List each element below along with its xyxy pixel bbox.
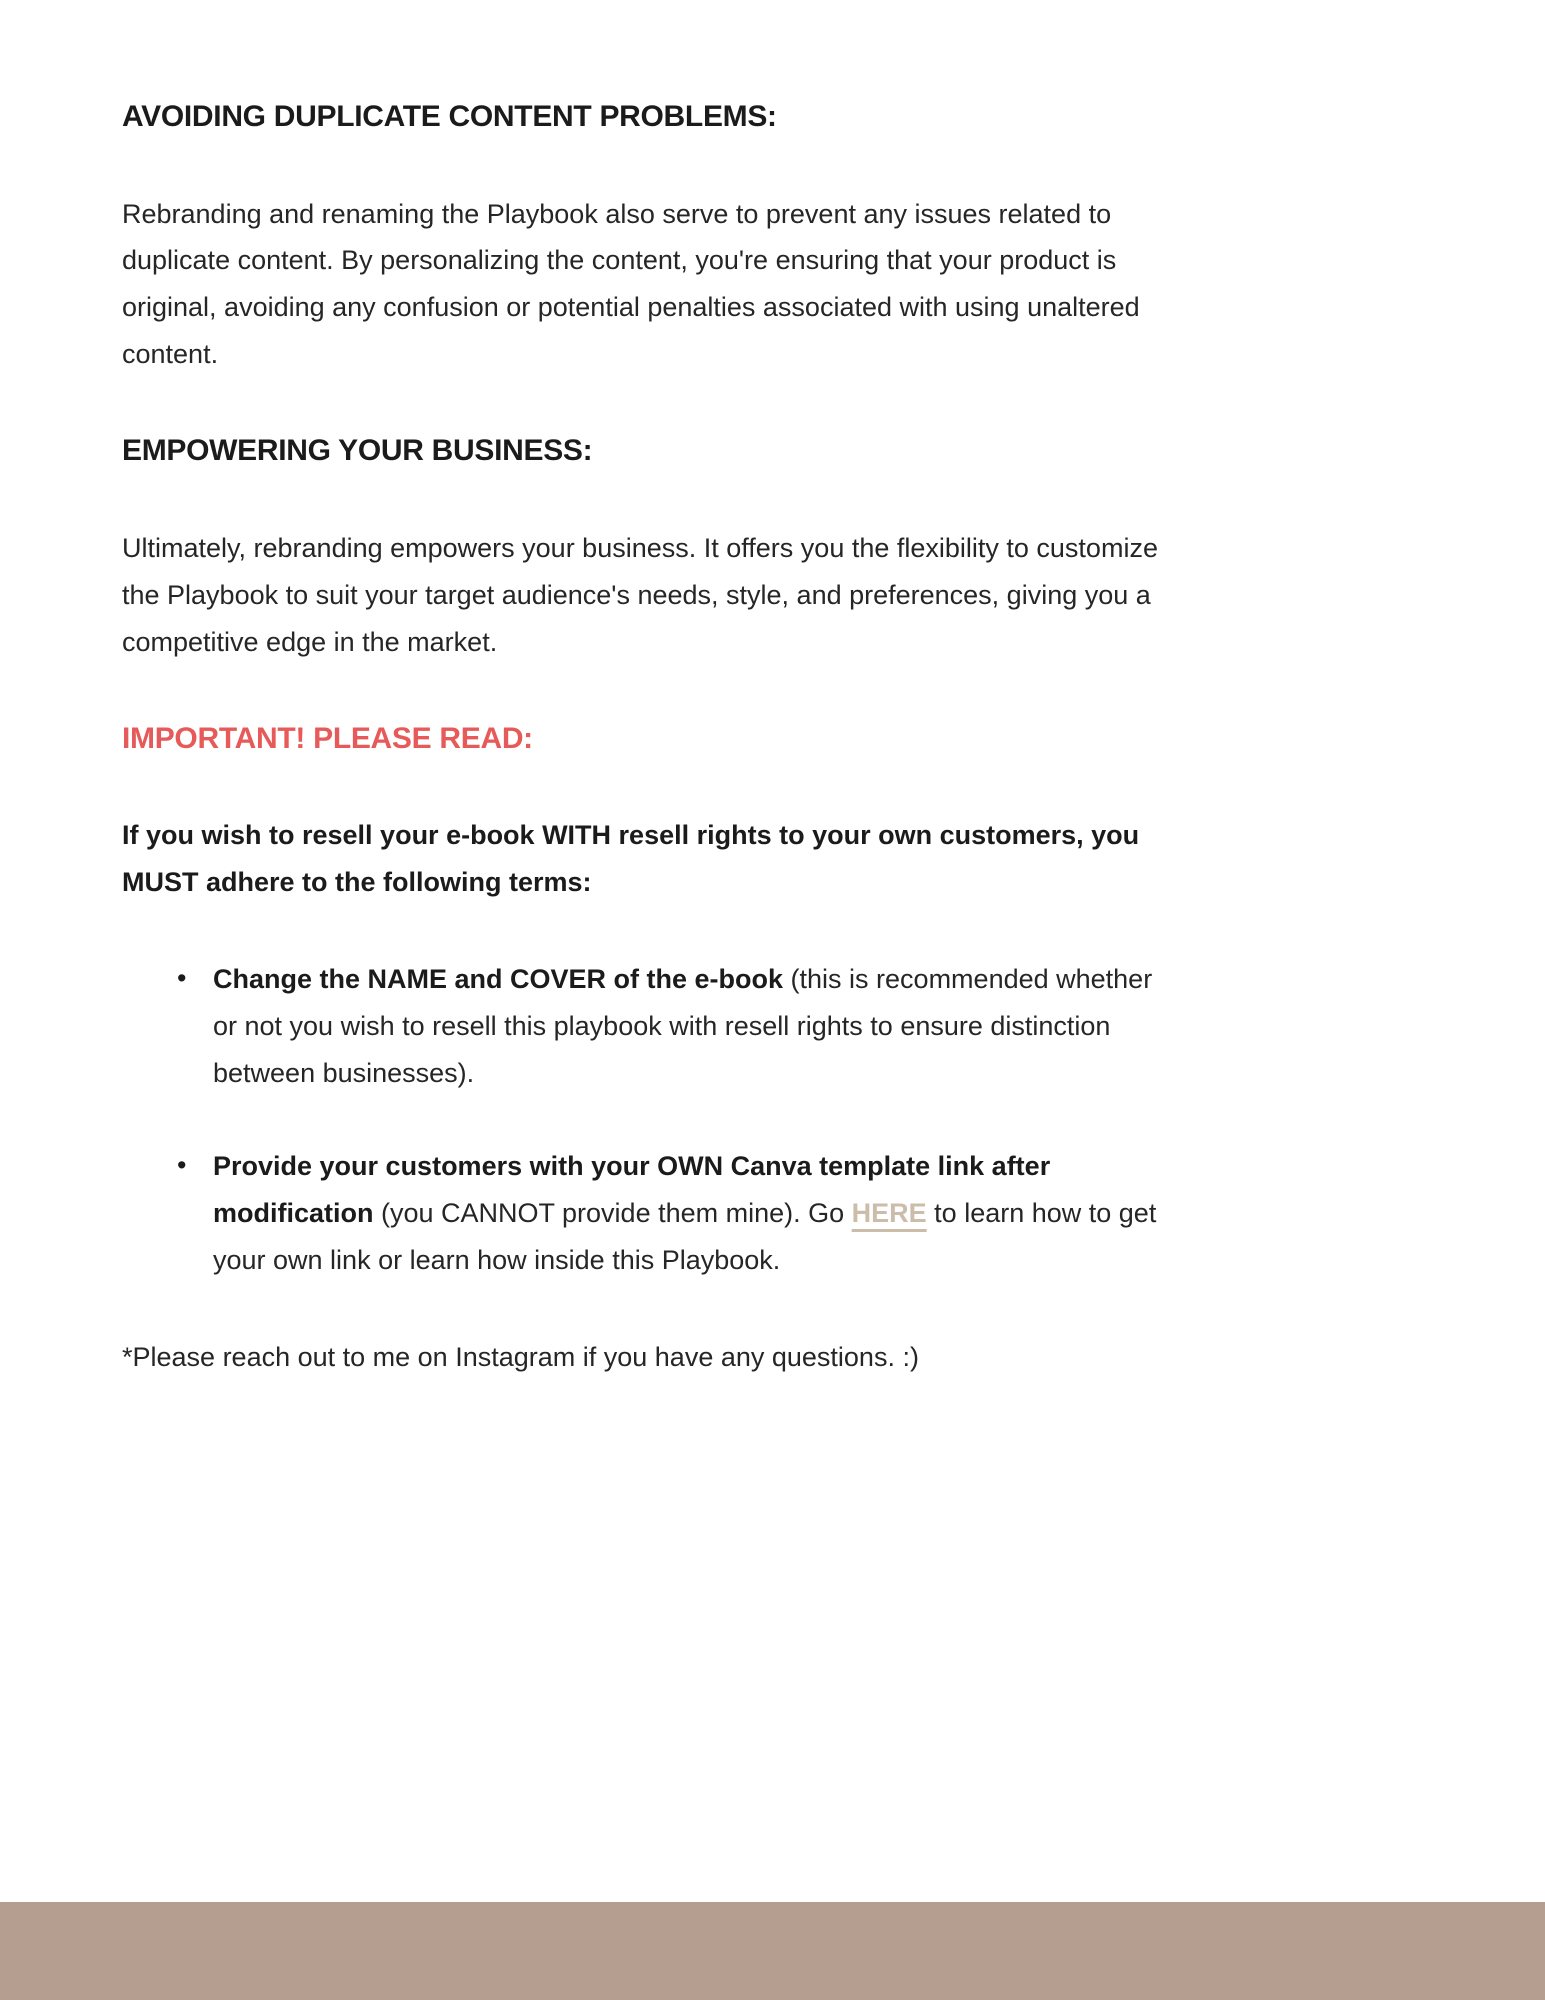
heading-avoiding-duplicate-content: AVOIDING DUPLICATE CONTENT PROBLEMS:: [122, 100, 777, 133]
heading-empowering-business: EMPOWERING YOUR BUSINESS:: [122, 434, 593, 468]
bullet-icon: •: [177, 1150, 187, 1181]
heading-important-please-read: IMPORTANT! PLEASE READ:: [122, 721, 533, 755]
terms-intro-paragraph: If you wish to resell your e-book WITH resell rights to your own customers, you MUST adhere to the following terms:: [122, 820, 1140, 898]
bullet2-regular-text: (you CANNOT provide them mine). Go: [373, 1198, 852, 1229]
bullet1-regular-text: (this is recommended whether or not you wish to resell this playbook with resell rights to ensure distinction between businesses).: [213, 964, 1153, 1089]
bullet-icon: •: [177, 963, 187, 994]
bullet2-bold-text: Provide your customers with your OWN Canva template link after modification: [213, 1151, 1051, 1229]
footer-bar: [0, 1902, 1545, 2000]
bullet2-regular-text-end: to learn how to get your own link or learn how inside this Playbook.: [213, 1198, 1157, 1276]
paragraph-empowering-business: Ultimately, rebranding empowers your business. It offers you the flexibility to customize the Playbook to suit your target audience's needs, style, and preferences, giving you a competitive edge in the market.: [122, 532, 1158, 657]
instagram-note: *Please reach out to me on Instagram if you have any questions. :): [122, 1342, 919, 1373]
terms-list: [122, 956, 1160, 1284]
here-link[interactable]: HERE: [851, 1198, 927, 1229]
list-item-change-name-cover: [177, 956, 1160, 1097]
bullet1-bold-text: Change the NAME and COVER of the e-book: [213, 964, 784, 995]
paragraph-duplicate-content: Rebranding and renaming the Playbook also serve to prevent any issues related to duplicate content. By personalizing the content, you're ensuring that your product is original, avoiding any confusion or potential penalties associated with using unaltered content.: [122, 198, 1140, 370]
list-item-provide-own-link: [177, 1143, 1160, 1284]
